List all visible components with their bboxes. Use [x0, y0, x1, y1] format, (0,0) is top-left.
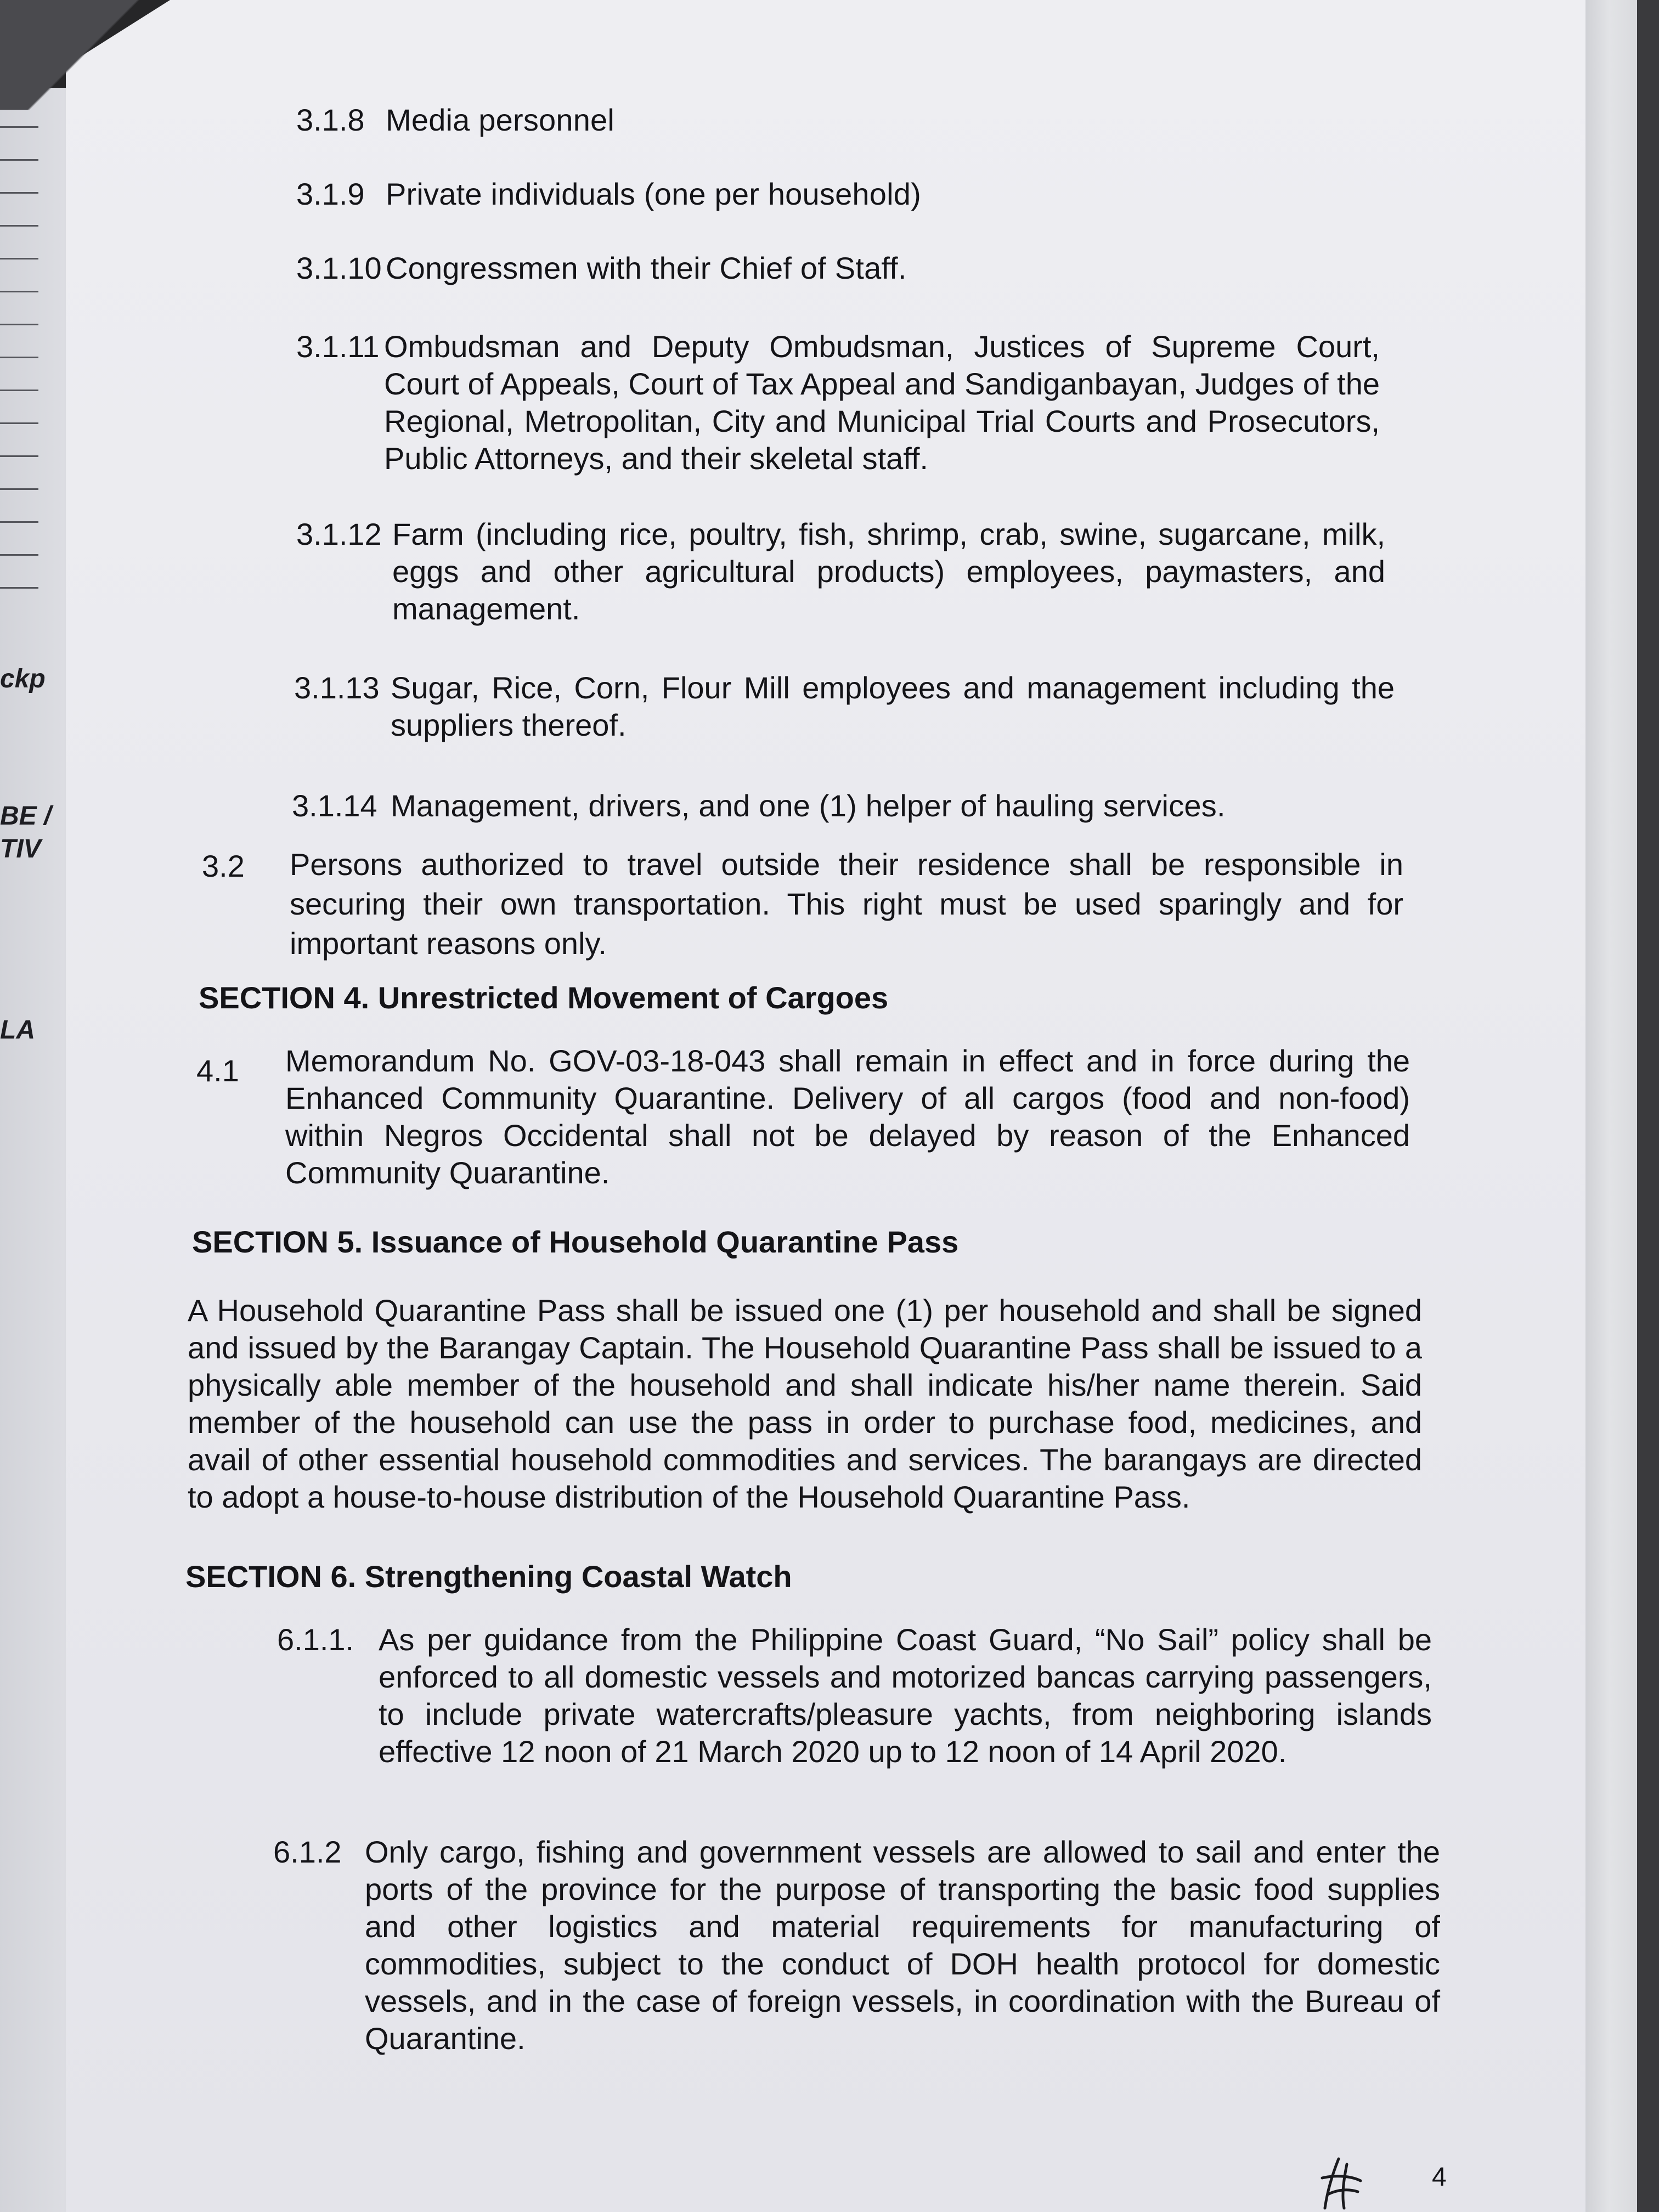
item-text: Sugar, Rice, Corn, Flour Mill employees and management including the suppliers thereof.: [391, 670, 1395, 742]
page-number: 4: [1432, 2163, 1447, 2192]
back-page-fragment: LA: [0, 1015, 35, 1045]
initials-signature: [1317, 2156, 1366, 2211]
item-text: Persons authorized to travel outside their residence shall be responsible in securing their own transportation. This right must be used sparingly and for important reasons only.: [290, 847, 1403, 961]
section-heading: SECTION 4. Unrestricted Movement of Cargoes: [199, 980, 889, 1015]
item-number: 3.2: [202, 849, 245, 883]
item-number: 3.1.12: [296, 517, 382, 551]
item-number: 3.1.13: [294, 670, 380, 705]
back-page-fragment: BE /: [0, 802, 52, 831]
back-page-fragment: ckp: [0, 664, 46, 693]
item-text: Only cargo, fishing and government vessels are allowed to sail and enter the ports of the province for the purpose of transporting the basic food supplies and other logistics and material requirements for manufacturing of commodities, subject to the conduct of DOH health protocol for domestic vessels, and in the case of foreign vessels, in coordination with the Bureau of Quarantine.: [365, 1835, 1440, 2056]
item-number: 3.1.11: [296, 329, 380, 364]
item-text: Ombudsman and Deputy Ombudsman, Justices of Supreme Court, Court of Appeals, Court of Tax Appeal and Sandiganbayan, Judges of the Regional, Metropolitan, City and Municipal Trial Courts and Prosecutors, Public Attorneys, and their skeletal staff.: [384, 329, 1380, 476]
item-number: 3.1.9: [296, 177, 365, 211]
item-text: Management, drivers, and one (1) helper of hauling services.: [391, 788, 1226, 823]
section-paragraph: A Household Quarantine Pass shall be issued one (1) per household and shall be signed and issued by the Barangay Captain. The Household Quarantine Pass shall be issued to a physically able member of the household and shall indicate his/her name therein. Said member of the household can use the pass in order to purchase food, medicines, and avail of other essential household commodities and services. The barangays are directed to adopt a house-to-house distribution of the Household Quarantine Pass.: [188, 1293, 1422, 1514]
item-number: 6.1.1.: [277, 1622, 354, 1657]
item-text: Farm (including rice, poultry, fish, shrimp, crab, swine, sugarcane, milk, eggs and other agricultural products) employees, paymasters, and management.: [392, 517, 1385, 626]
item-text: Congressmen with their Chief of Staff.: [386, 251, 907, 285]
item-number: 4.1: [196, 1053, 239, 1088]
item-text: Memorandum No. GOV-03-18-043 shall remain in effect and in force during the Enhanced Community Quarantine. Delivery of all cargos (food and non-food) within Negros Occidental shall not be delayed by reason of the Enhanced Community Quarantine.: [285, 1043, 1410, 1190]
item-number: 3.1.8: [296, 103, 365, 137]
section-heading: SECTION 6. Strengthening Coastal Watch: [185, 1559, 792, 1594]
item-number: 6.1.2: [273, 1835, 342, 1869]
back-page-fragment: TIV: [0, 834, 41, 864]
item-text: Private individuals (one per household): [386, 177, 921, 211]
section-heading: SECTION 5. Issuance of Household Quarantine Pass: [192, 1224, 959, 1259]
item-text: Media personnel: [386, 103, 615, 137]
item-number: 3.1.10: [296, 251, 382, 285]
item-text: As per guidance from the Philippine Coast Guard, “No Sail” policy shall be enforced to all domestic vessels and motorized bancas carrying passengers, to include private watercrafts/pleasure yachts, from neighboring islands effective 12 noon of 21 March 2020 up to 12 noon of 14 April 2020.: [379, 1622, 1432, 1769]
item-number: 3.1.14: [292, 788, 377, 823]
